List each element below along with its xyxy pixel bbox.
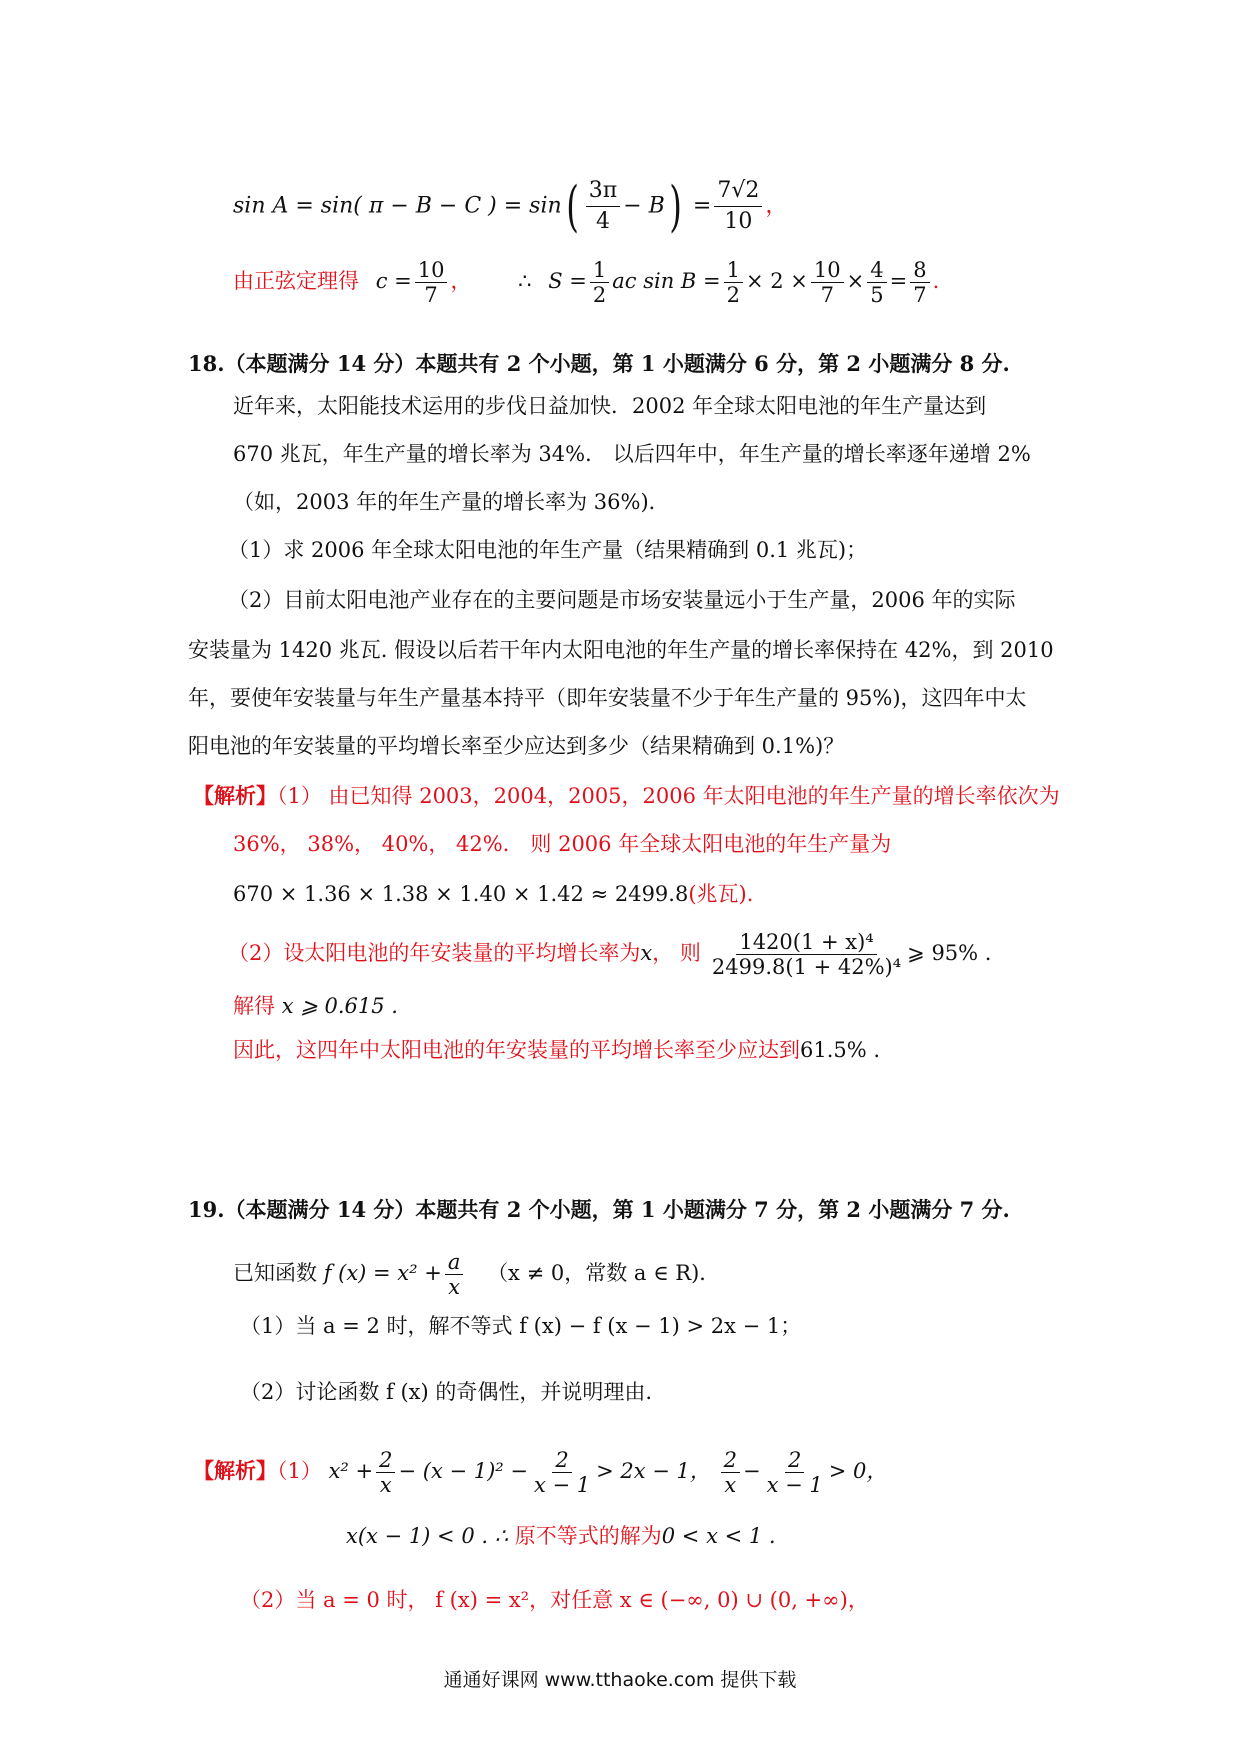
q18-body-line2: 670 兆瓦，年生产量的增长率为 34%． 以后四年中，年生产量的增长率逐年递增 2%	[233, 442, 1031, 466]
q18-inequality-frac: $\frac{\text{1420(1 + x)⁴}}{\text{2499.8(1 + 42\%)⁴}}$	[711, 930, 902, 979]
q18-body-line1: 近年来，太阳能技术运用的步伐日益加快．2002 年全球太阳电池的年生产量达到	[233, 394, 987, 418]
q18-solution-line3: 670 × 1.36 × 1.38 × 1.40 × 1.42 ≈ 2499.8(兆瓦).	[233, 882, 754, 906]
q19-def-frac: $\frac{a}{x}$	[445, 1250, 464, 1299]
left-paren: (	[565, 174, 579, 238]
q18-solution-line1: 【解析】（1） 由已知得 2003，2004，2005，2006 年太阳电池的年生产量的增长率依次为	[193, 783, 1060, 808]
q18-solution-conclusion: 因此，这四年中太阳电池的年安装量的平均增长率至少应达到61.5% .	[233, 1038, 881, 1062]
q19-part1: （1）当 a = 2 时，解不等式 f (x) − f (x − 1) > 2x − 1；	[240, 1314, 802, 1338]
sin-a-result: $\frac{7√2}{10}$	[714, 176, 762, 237]
sin-a-frac: $\frac{3\pi}{4}$	[586, 176, 620, 237]
solution-tag: 【解析】	[193, 783, 277, 808]
q18-heading: 18.（本题满分 14 分）本题共有 2 个小题，第 1 小题满分 6 分，第 2 小题满分 8 分.	[188, 351, 1010, 376]
q18-part2-line1: （2）目前太阳电池产业存在的主要问题是市场安装量远小于生产量，2006 年的实际	[228, 588, 1016, 612]
q18-part1: （1）求 2006 年全球太阳电池的年生产量（结果精确到 0.1 兆瓦)；	[228, 538, 868, 562]
q19-solution-line2: x(x − 1) < 0 . ∴ 原不等式的解为0 < x < 1 .	[346, 1524, 776, 1548]
right-paren: )	[669, 174, 682, 238]
q19-heading: 19.（本题满分 14 分）本题共有 2 个小题，第 1 小题满分 7 分，第 2 小题满分 7 分.	[188, 1197, 1010, 1222]
q19-part2: （2）讨论函数 f (x) 的奇偶性，并说明理由.	[240, 1380, 653, 1404]
sin-a-equation: sin A = sin( π − B − C ) = sin( $\frac{3\pi}{4}$ − B) = $\frac{7√2}{10}$ ，	[233, 174, 788, 238]
q18-part2-line2: 安装量为 1420 兆瓦. 假设以后若干年内太阳电池的年生产量的增长率保持在 42%，到 2010	[188, 638, 1054, 662]
area-equation: 由正弦定理得 c = $\frac{10}{7}$ ， ∴ S = $\frac{1}{2}$ ac sin B = $\frac{1}{2}$ × 2 × $\frac{10}{7}$ × $\frac{4}{5}$ = $\frac{8}{7}$ .	[233, 258, 940, 307]
q19-solution-line1: 【解析】（1） x² + $\frac{2}{x}$ − (x − 1)² − $\frac{2}{x - 1}$ > 2x − 1， $\frac{2}{x}$ − $\frac{2}{x - 1}$ > 0，	[193, 1448, 888, 1497]
q18-solution-solve: 解得 x ⩾ 0.615 .	[233, 994, 398, 1018]
q18-part2-line4: 阳电池的年安装量的平均增长率至少应达到多少（结果精确到 0.1%)？	[188, 734, 845, 758]
law-of-sines-text: 由正弦定理得	[233, 269, 359, 293]
q18-solution-line2: 36%， 38%， 40%， 42%． 则 2006 年全球太阳电池的年生产量为	[233, 832, 892, 856]
solution-tag: 【解析】	[193, 1458, 277, 1483]
sin-a-lhs: sin A = sin( π − B − C ) = sin	[233, 193, 562, 219]
q19-solution-part2: （2）当 a = 0 时， f (x) = x²，对任意 x ∈ (−∞, 0) ∪ (0, +∞)，	[240, 1588, 869, 1612]
q18-part2-line3: 年，要使年安装量与年生产量基本持平（即年安装量不少于年生产量的 95%)，这四年中太	[188, 686, 1027, 710]
q18-body-line3: （如，2003 年的年生产量的增长率为 36%)．	[233, 490, 670, 514]
page-footer: 通通好课网 www.tthaoke.com 提供下载	[443, 1669, 797, 1691]
therefore-symbol: ∴	[518, 269, 532, 293]
q19-definition: 已知函数 f (x) = x² + $\frac{a}{x}$ （x ≠ 0，常数 a ∈ R)．	[233, 1250, 721, 1299]
q18-solution-part2: （2）设太阳电池的年安装量的平均增长率为x， 则 $\frac{\text{1420(1 + x)⁴}}{\text{2499.8(1 + 42\%)⁴}}$ ⩾ 95% .	[228, 930, 992, 979]
